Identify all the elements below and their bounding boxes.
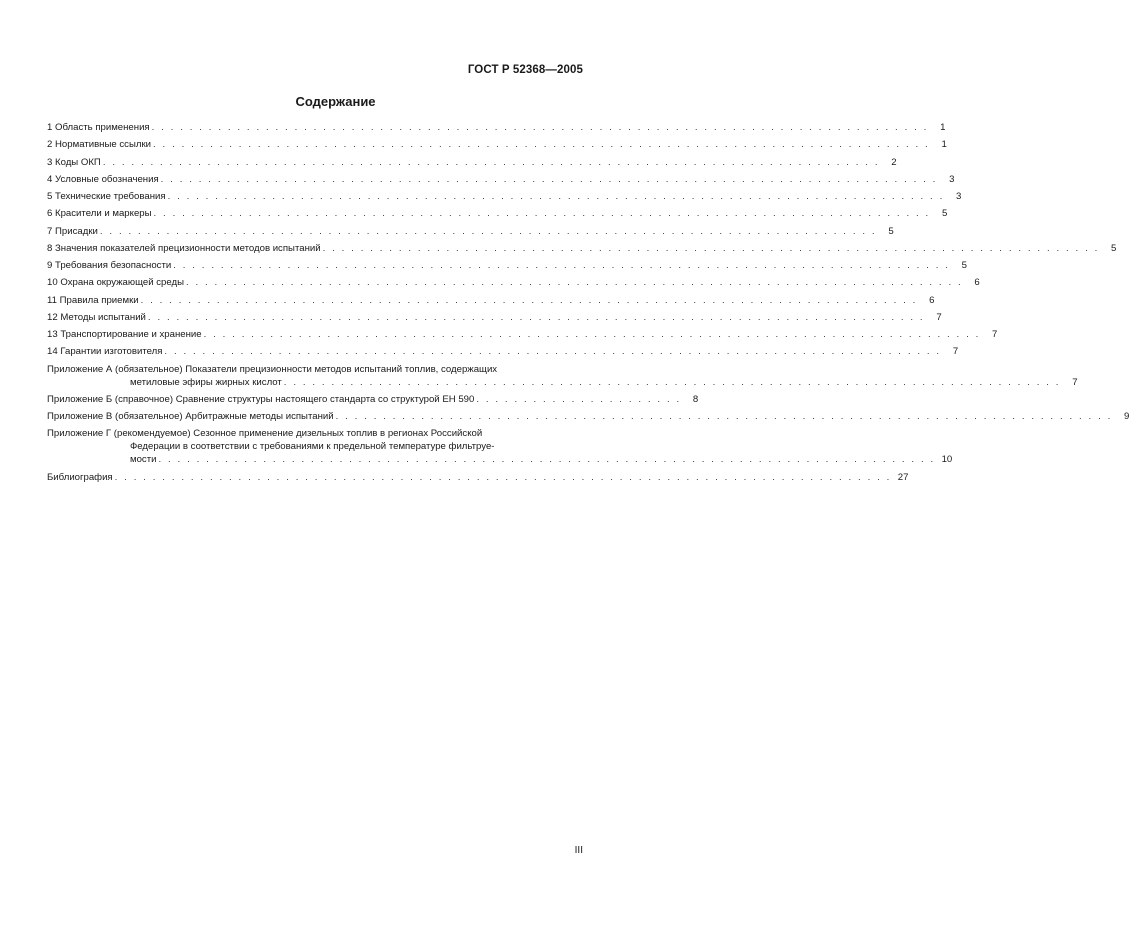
toc-entry-label: 9 Требования безопасности [47, 260, 172, 271]
toc-appendix-last-line [47, 376, 1078, 389]
toc-entry[interactable] [47, 156, 897, 169]
leader-dots: . . . . . . . . . . . . . . . . . . . . . . . . . . . . . . . . . . . . . . . . . . . . . . . . . . . . . . . . . . . . . . . . . . . . . . . . . . . . . . . . . . [164, 346, 942, 358]
toc-entry-page: 7 [952, 346, 959, 358]
leader-dots: . . . . . . . . . . . . . . . . . . . . . . . . . . . . . . . . . . . . . . . . . . . . . . . . . . . . . . . . . . . . . . . . . . . . . . . . . . . . . . . . . . [114, 471, 892, 483]
toc-entry[interactable] [47, 311, 942, 324]
toc-entry[interactable] [47, 345, 959, 358]
toc-appendix-label-cont: метиловые эфиры жирных кислот [130, 376, 282, 388]
toc-entry-page: 8 [692, 393, 699, 405]
toc-entry-page: 3 [956, 191, 962, 202]
leader-dots: . . . . . . . . . . . . . . . . . . . . . . . . . . . . . . . . . . . . . . . . . . . . . . . . . . . . . . . . . . . . . . . . . . . . . . . . . . . . . . . . . . [140, 294, 918, 306]
leader-dots: . . . . . . . . . . . . . . . . . . . . . . . . . . . . . . . . . . . . . . . . . . . . . . . . . . . . . . . . . . . . . . . . . . . . . . . . . . . . . . . . . . [153, 208, 931, 220]
toc-entry-label: 8 Значения показателей прецизионности методов испытаний [47, 242, 321, 254]
toc-entry-label: 1 Область применения [47, 122, 150, 133]
toc-entry-label: 4 Условные обозначения [47, 173, 159, 185]
toc-entry-page: 7 [992, 329, 998, 340]
toc-entry-label: Библиография [47, 471, 113, 483]
toc-entry-label: 2 Нормативные ссылки [47, 139, 152, 151]
toc-entry-page: 6 [974, 277, 980, 289]
toc-entry-page: 5 [1111, 242, 1117, 254]
toc-entry[interactable] [47, 259, 967, 272]
toc-entry-page: 1 [940, 122, 946, 133]
toc-bibliography[interactable] [47, 471, 909, 484]
toc-entry-page: 5 [888, 225, 894, 237]
table-of-contents [47, 121, 1129, 488]
toc-appendix-a[interactable] [47, 363, 1078, 389]
leader-dots: . . . . . . . . . . . . . . . . . . . . . . . . . . . . . . . . . . . . . . . . . . . . . . . . . . . . . . . . . . . . . . . . . . . . . . . . . . . . . . . . . . [283, 376, 1061, 388]
toc-entry-label: 6 Красители и маркеры [47, 208, 152, 220]
toc-entry-label: 10 Охрана окружающей среды [47, 277, 184, 289]
toc-appendix-label-cont: Федерации в соответствии с требованиями к предельной температуре фильтруе- [130, 441, 495, 453]
leader-dots: . . . . . . . . . . . . . . . . . . . . . . . . . . . . . . . . . . . . . . . . . . . . . . . . . . . . . . . . . . . . . . . . . . . . . . . . . . . . . . . . . . [99, 225, 877, 237]
toc-entry[interactable] [47, 276, 980, 289]
toc-appendix-b[interactable] [47, 393, 699, 406]
leader-dots: . . . . . . . . . . . . . . . . . . . . . . . . . . . . . . . . . . . . . . . . . . . . . . . . . . . . . . . . . . . . . . . . . . . . . . . . . . . . . . . . . . [322, 242, 1100, 254]
leader-dots: . . . . . . . . . . . . . . . . . . . . . . . . . . . . . . . . . . . . . . . . . . . . . . . . . . . . . . . . . . . . . . . . . . . . . . . . . . . . . . . . . . [147, 311, 925, 323]
leader-dots: . . . . . . . . . . . . . . . . . . . . . . . . . . . . . . . . . . . . . . . . . . . . . . . . . . . . . . . . . . . . . . . . . . . . . . . . . . . . . . . . . . [158, 454, 936, 466]
toc-entry[interactable] [47, 225, 894, 238]
toc-appendix-label-cont: мости [130, 454, 157, 466]
leader-dots: . . . . . . . . . . . . . . . . . . . . . . . . . . . . . . . . . . . . . . . . . . . . . . . . . . . . . . . . . . . . . . . . . . . . . . . . . . . . . . . . . . [173, 260, 950, 271]
toc-entry[interactable] [47, 138, 947, 151]
toc-entry-page: 27 [897, 471, 909, 483]
toc-entry-page: 2 [891, 156, 897, 168]
toc-appendix-label: Приложение Б (справочное) Сравнение структуры настоящего стандарта со структурой ЕН 590 [47, 393, 475, 405]
toc-entry-page: 9 [1124, 411, 1129, 422]
toc-entry[interactable] [47, 173, 955, 186]
leader-dots: . . . . . . . . . . . . . . . . . . . . . . . . . . . . . . . . . . . . . . . . . . . . . . . . . . . . . . . . . . . . . . . . . . . . . . . . . . . . . . . . . . [185, 277, 963, 289]
toc-entry-page: 5 [941, 208, 948, 220]
toc-appendix-g[interactable] [47, 427, 953, 466]
toc-entry-page: 10 [941, 454, 953, 466]
leader-dots: . . . . . . . . . . . . . . . . . . . . . . . . . . . . . . . . . . . . . . . . . . . . . . . . . . . . . . . . . . . . . . . . . . . . . . . . . . . . . . . . . . [335, 411, 1113, 422]
toc-entry-page: 7 [936, 311, 942, 323]
toc-appendix-label: Приложение А (обязательное) Показатели прецизионности методов испытаний топлив, содержащих [47, 363, 498, 375]
toc-entry[interactable] [47, 190, 962, 203]
toc-appendix-label: Приложение В (обязательное) Арбитражные методы испытаний [47, 411, 334, 422]
toc-appendix-label: Приложение Г (рекомендуемое) Сезонное применение дизельных топлив в регионах Российской [47, 428, 483, 440]
toc-entry-label: 11 Правила приемки [47, 294, 139, 306]
toc-entry-label: 7 Присадки [47, 225, 98, 237]
toc-entry[interactable] [47, 242, 1117, 255]
toc-entry-label: 3 Коды ОКП [47, 156, 101, 168]
toc-title: Содержание [295, 94, 376, 109]
toc-entry[interactable] [47, 207, 948, 220]
page-number: III [574, 845, 583, 856]
toc-entry[interactable] [47, 121, 946, 134]
toc-entry-label: 13 Транспортирование и хранение [47, 329, 202, 340]
leader-dots: . . . . . . . . . . . . . . . . . . . . . . . . . . . . . . . . . . . . . . . . . . . . . . . . . . . . . . . . . . . . . . . . . . . . . . . . . . . . . . . . . . [203, 329, 981, 340]
leader-dots: . . . . . . . . . . . . . . . . . . . . . . . . . . . . . . . . . . . . . . . . . . . . . . . . . . . . . . . . . . . . . . . . . . . . . . . . . . . . . . . . . . [151, 122, 929, 133]
toc-entry-page: 3 [949, 173, 955, 185]
toc-entry-page: 7 [1072, 376, 1078, 388]
leader-dots: . . . . . . . . . . . . . . . . . . . . . . . . . . . . . . . . . . . . . . . . . . . . . . . . . . . . . . . . . . . . . . . . . . . . . . . . . . . . . . . . . . [167, 191, 945, 202]
leader-dots: . . . . . . . . . . . . . . . . . . . . . . . . . . . . . . . . . . . . . . . . . . . . . . . . . . . . . . . . . . . . . . . . . . . . . . . . . . . . . . . . . . [102, 156, 880, 168]
toc-entry-label: 14 Гарантии изготовителя [47, 346, 163, 358]
leader-dots: . . . . . . . . . . . . . . . . . . . . . . . . . . . . . . . . . . . . . . . . . . . . . . . . . . . . . . . . . . . . . . . . . . . . . . . . . . . . . . . . . . [153, 139, 930, 151]
toc-entry-page: 5 [961, 260, 967, 271]
toc-entry[interactable] [47, 294, 935, 307]
toc-entry[interactable] [47, 328, 998, 341]
toc-entry-page: 1 [941, 139, 947, 151]
toc-entry-label: 5 Технические требования [47, 191, 166, 202]
standard-code: ГОСТ Р 52368—2005 [467, 64, 583, 76]
leader-dots: . . . . . . . . . . . . . . . . . . . . . . . . . . . . . . . . . . . . . . . . . . . . . . . . . . . . . . . . . . . . . . . . . . . . . . . . . . . . . . . . . . [160, 173, 938, 185]
toc-appendix-v[interactable] [47, 410, 1129, 423]
toc-entry-label: 12 Методы испытаний [47, 311, 146, 323]
leader-dots: . . . . . . . . . . . . . . . . . . . . . . [476, 393, 682, 405]
toc-entry-page: 6 [929, 294, 935, 306]
toc-appendix-last-line [47, 453, 953, 466]
